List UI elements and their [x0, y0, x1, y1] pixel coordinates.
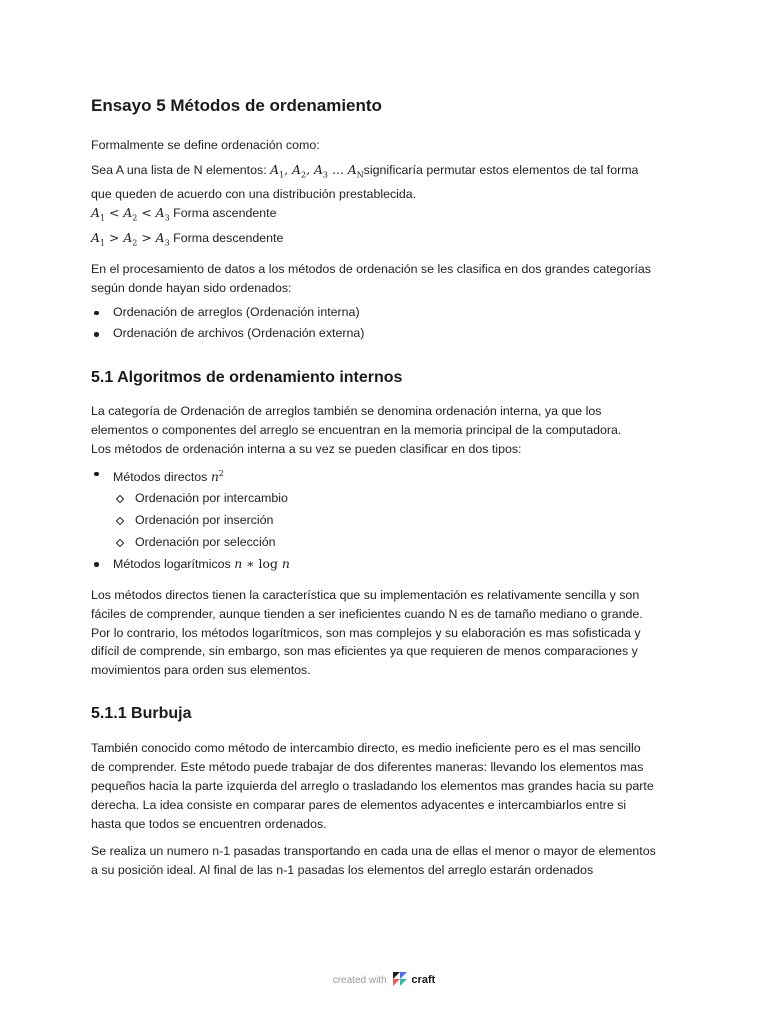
descending-formula: $A_1 > A_2 > A_3$ — [91, 229, 170, 248]
text-line: derecha. La idea consiste en comparar pares de elementos adyacentes e intercambiarlos entre si — [91, 798, 627, 812]
ascending-label: Forma ascendente — [173, 206, 277, 221]
text-line: a su posición ideal. Al final de las n-1 pasadas los elementos del arreglo estarán ordenados — [91, 862, 594, 877]
methods-list — [91, 463, 681, 576]
text-line: difícil de comprende, sin embargo, son mas eficientes ya que requieren de menos comparaciones y — [91, 644, 638, 659]
section-heading-5-1-1: 5.1.1 Burbuja — [91, 705, 192, 723]
ascending-formula: $A_1 < A_2 < A_3$ — [91, 205, 170, 223]
list-item-direct-methods — [91, 463, 681, 489]
text-line: Los métodos directos tienen la característica que su implementación es relativamente sencilla y son — [91, 587, 640, 602]
text-line: pequeños hacia la parte izquierda del arreglo o trasladando los elementos mas grandes hacia su parte — [91, 779, 654, 794]
categories-paragraph — [91, 260, 681, 298]
categories-line-1: En el procesamiento de datos a los métodos de ordenación se les clasifica en dos grandes categorías — [91, 261, 651, 276]
craft-brand: craft — [411, 974, 436, 986]
descending-label: Forma descendente — [173, 230, 284, 245]
text-line: fáciles de comprender, aunque tienden a ser ineficientes cuando N es de tamaño mediano o grande. — [91, 606, 643, 621]
created-with-text: created with — [332, 975, 387, 986]
text-line: Los métodos de ordenación interna a su vez se pueden clasificar en dos tipos: — [91, 441, 522, 456]
sub-list-item: Ordenación por selección — [91, 532, 681, 554]
log-methods-label: Métodos logarítmicos — [113, 557, 231, 572]
section-heading-5-1: 5.1 Algoritmos de ordenamiento internos — [91, 368, 403, 386]
n-squared-formula: $n^2$ — [210, 468, 224, 484]
text-line: Por lo contrario, los métodos logarítmicos, son mas complejos y su elaboración es mas sofisticada y — [91, 625, 641, 640]
text-line: movimientos para orden sus elementos. — [91, 663, 311, 678]
nlogn-formula: n ∗ log n — [234, 556, 290, 572]
definition-rest: significaría permutar estos elementos de tal forma — [363, 162, 639, 177]
categories-line-2: según donde hayan sido ordenados: — [91, 280, 292, 295]
craft-logo-icon — [393, 972, 407, 986]
intro-text: Formalmente se define ordenación como: — [91, 138, 320, 152]
text-line: hasta que todos se encuentren ordenados. — [91, 816, 327, 831]
sub-list-item: Ordenación por inserción — [91, 510, 681, 532]
categories-list — [91, 302, 681, 345]
sequence-formula: $A_1$, $A_2$, $A_3$ ... $A_N$ — [270, 161, 364, 180]
direct-methods-label: Métodos directos — [113, 469, 208, 484]
definition-lead: Sea A una lista de N elementos: — [91, 162, 267, 177]
page-title: Ensayo 5 Métodos de ordenamiento — [91, 96, 382, 115]
section-5-1-paragraph-1 — [91, 402, 681, 459]
text-line: La categoría de Ordenación de arreglos también se denomina ordenación interna, ya que los — [91, 403, 602, 418]
document-page — [91, 94, 681, 880]
section-5-1-paragraph-2 — [91, 586, 681, 681]
sub-list-item: Ordenación por intercambio — [91, 488, 681, 510]
list-item-log-methods — [91, 553, 681, 576]
craft-footer[interactable] — [0, 972, 768, 989]
definition-paragraph — [91, 161, 681, 253]
section-5-1-1-paragraph-2 — [91, 842, 681, 880]
text-line: de comprender. Este método puede trabajar de dos diferentes maneras: llevando los elementos mas — [91, 760, 644, 775]
text-line: También conocido como método de intercambio directo, es medio ineficiente pero es el mas sencillo — [91, 741, 641, 756]
list-item: Ordenación de archivos (Ordenación externa) — [91, 323, 681, 345]
list-item: Ordenación de arreglos (Ordenación interna) — [91, 302, 681, 324]
text-line: Se realiza un numero n-1 pasadas transportando en cada una de ellas el menor o mayor de elementos — [91, 843, 656, 858]
definition-line2: que queden de acuerdo con una distribución prestablecida. — [91, 187, 417, 202]
section-5-1-1-paragraph-1 — [91, 739, 681, 834]
text-line: elementos o componentes del arreglo se encuentran en la memoria principal de la computadora. — [91, 422, 622, 437]
